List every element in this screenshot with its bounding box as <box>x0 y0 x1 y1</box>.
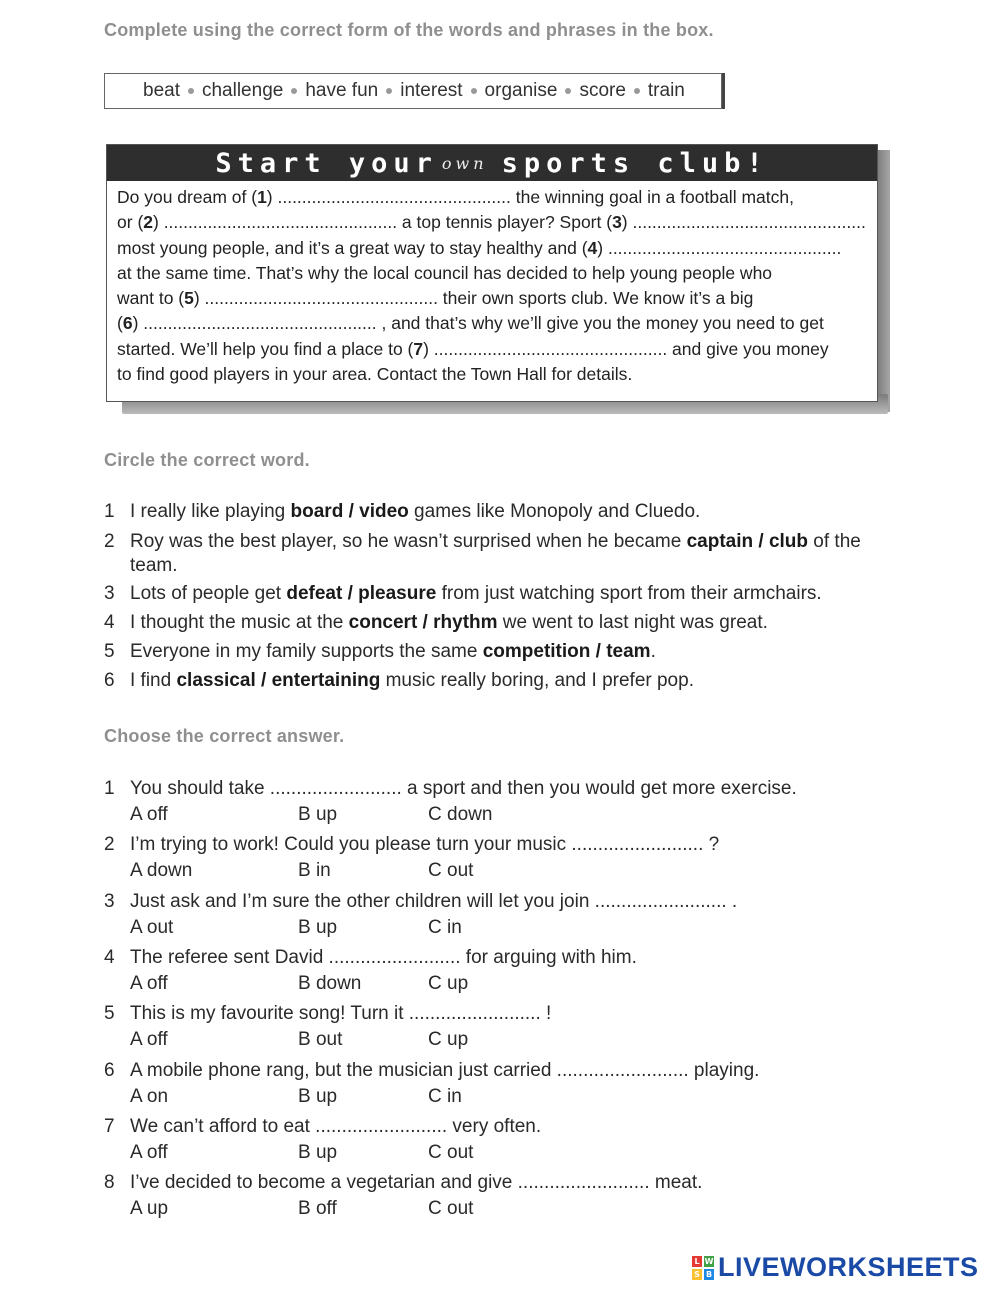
option-c: C in <box>428 1085 462 1107</box>
option-b: B out <box>298 1029 343 1051</box>
option-c: C out <box>428 1198 474 1220</box>
blank-number: (4) <box>581 237 604 258</box>
item-number: 4 <box>104 612 115 633</box>
club-text: started. We’ll help you find a place to <box>117 338 408 359</box>
option-a: A off <box>130 1141 168 1163</box>
sports-club-text-box <box>106 144 878 402</box>
question-number: 3 <box>104 890 115 912</box>
club-heading <box>107 145 877 181</box>
question-text: A mobile phone rang, but the musician just carried ......................... playing. <box>130 1059 760 1081</box>
question <box>104 1115 541 1139</box>
club-text: ................................................ , and that’s why we’ll give you the money you need to get <box>138 313 824 334</box>
choice-b: entertaining <box>271 670 381 691</box>
logo-grid-cell: W <box>704 1256 714 1266</box>
choice-a: classical <box>176 670 256 691</box>
word-organise: organise <box>484 80 558 101</box>
option-a: A off <box>130 1029 168 1051</box>
club-text: ................................................ a top tennis player? Sport <box>158 212 607 233</box>
word-challenge: challenge <box>201 80 284 101</box>
item-post: games like Monopoly and Cluedo. <box>408 501 701 522</box>
item-pre: I thought the music at the <box>130 612 349 633</box>
club-line <box>117 311 867 336</box>
option-b: B down <box>298 972 362 994</box>
circle-item <box>104 611 768 635</box>
question-number: 1 <box>104 778 115 799</box>
logo-grid-cell: S <box>692 1269 702 1280</box>
question-text: Just ask and I’m sure the other children will let you join ......................... . <box>130 890 738 912</box>
blank-number-digit: 4 <box>587 237 598 258</box>
item-pre: Roy was the best player, so he wasn’t surprised when he became <box>130 531 687 552</box>
club-text: ................................................ <box>603 237 842 258</box>
choice-b: team <box>606 641 651 662</box>
blank-number-digit: 2 <box>143 212 153 233</box>
question-text: You should take ......................... a sport and then you would get more exercise. <box>130 778 797 799</box>
circle-item <box>104 582 822 606</box>
option-c: C up <box>428 972 469 994</box>
club-text: ................................................ their own sports club. We know it’s a big <box>199 288 754 309</box>
option-c: C in <box>428 916 462 938</box>
question <box>104 1059 759 1083</box>
choice-slash: / <box>342 583 359 604</box>
question-number: 6 <box>104 1059 115 1081</box>
question <box>104 1002 551 1026</box>
item-post: . <box>650 641 656 662</box>
question-number: 7 <box>104 1115 115 1137</box>
club-line <box>117 362 867 387</box>
blank-number-digit: 5 <box>184 288 194 309</box>
club-text: ................................................ the winning goal in a football match, <box>272 187 794 207</box>
word-beat: beat <box>143 80 180 101</box>
question <box>104 833 719 857</box>
choice-a: captain <box>686 531 754 552</box>
club-text: to find good players in your area. Contact the Town Hall for details. <box>117 364 633 385</box>
item-text <box>130 500 700 524</box>
option-a: A up <box>130 1198 169 1220</box>
question-number: 5 <box>104 1003 115 1025</box>
circle-item <box>104 669 694 693</box>
blank-number-digit: 1 <box>257 187 267 207</box>
option-c: C out <box>428 860 474 882</box>
item-continuation: team. <box>130 555 178 576</box>
blank-number: (6) <box>117 313 139 334</box>
logo-text: LIVEWORKSHEETS <box>718 1252 979 1282</box>
question <box>104 777 797 801</box>
item-pre: Everyone in my family supports the same <box>130 641 483 662</box>
blank-number-digit: 7 <box>413 338 424 359</box>
choice-a: competition <box>482 641 591 662</box>
club-line <box>117 185 867 210</box>
question-text: I’ve decided to become a vegetarian and give ......................... meat. <box>130 1172 703 1194</box>
logo-grid-cell: B <box>705 1269 713 1279</box>
club-heading-own: own <box>441 153 488 173</box>
logo-grid-icon <box>692 1256 714 1280</box>
option-a: A out <box>130 916 174 938</box>
choice-slash: / <box>417 612 434 633</box>
item-number: 1 <box>104 501 115 522</box>
choice-b: club <box>768 531 809 552</box>
choice-slash: / <box>343 501 360 522</box>
question-number: 4 <box>104 946 115 968</box>
item-text <box>130 669 694 693</box>
question-text: I’m trying to work! Could you please turn your music ......................... ? <box>130 834 720 856</box>
option-a: A down <box>130 860 193 882</box>
blank-number-digit: 6 <box>122 313 133 334</box>
blank-number: (1) <box>251 187 273 207</box>
logo-grid-cell: L <box>692 1256 702 1267</box>
item-number: 2 <box>104 531 115 552</box>
item-post: of the <box>808 531 861 552</box>
question <box>104 1171 702 1195</box>
option-b: B up <box>298 804 338 825</box>
blank-number: (3) <box>606 212 628 233</box>
word-have-fun: have fun <box>305 80 379 101</box>
question <box>104 890 737 914</box>
blank-number: (5) <box>178 288 200 309</box>
item-number: 6 <box>104 670 115 691</box>
item-pre: I find <box>130 670 177 691</box>
club-text: ................................................ <box>627 212 866 233</box>
option-c: C down <box>428 804 493 825</box>
word-score: score <box>579 80 626 101</box>
question-text: We can’t afford to eat ......................... very often. <box>130 1115 542 1137</box>
club-paragraph <box>107 181 877 387</box>
club-line <box>117 337 867 362</box>
question-text: The referee sent David ......................... for arguing with him. <box>130 946 637 968</box>
blank-number: (7) <box>407 338 429 359</box>
choice-a: concert <box>348 612 418 633</box>
item-text <box>130 640 656 664</box>
liveworksheets-logo <box>692 1252 979 1283</box>
option-c: C out <box>428 1141 474 1163</box>
option-b: B up <box>298 1141 338 1163</box>
club-text: most young people, and it’s a great way to stay healthy and <box>117 237 582 258</box>
word-box <box>104 73 722 109</box>
club-text: ................................................ and give you money <box>428 338 829 359</box>
choice-b: rhythm <box>433 612 498 633</box>
question-text: This is my favourite song! Turn it ......................... ! <box>130 1003 552 1025</box>
option-b: B in <box>298 860 331 882</box>
club-text: want to <box>117 288 179 309</box>
item-text <box>130 582 822 606</box>
option-b: B up <box>298 916 338 938</box>
item-post: from just watching sport from their armchairs. <box>436 583 822 604</box>
item-number: 3 <box>104 583 115 604</box>
question <box>104 946 637 970</box>
circle-item <box>104 640 656 664</box>
item-pre: Lots of people get <box>130 583 287 604</box>
choice-slash: / <box>255 670 272 691</box>
club-text: Do you dream of <box>117 187 252 207</box>
club-text: or <box>117 212 138 233</box>
club-line <box>117 210 867 235</box>
club-line <box>117 286 867 311</box>
club-line <box>117 261 867 286</box>
option-a: A on <box>130 1085 169 1107</box>
club-line <box>117 236 867 261</box>
choice-slash: / <box>753 531 769 552</box>
blank-number-digit: 3 <box>612 212 622 233</box>
option-a: A off <box>130 804 168 825</box>
option-b: B up <box>298 1085 338 1107</box>
club-text: at the same time. That’s why the local council has decided to help young people who <box>117 262 773 283</box>
choice-b: video <box>359 501 409 522</box>
circle-item <box>104 500 700 524</box>
item-post: we went to last night was great. <box>497 612 768 633</box>
item-number: 5 <box>104 641 115 662</box>
question-number: 2 <box>104 834 115 856</box>
word-train: train <box>647 80 685 101</box>
blank-number: (2) <box>137 212 159 233</box>
choice-b: pleasure <box>358 583 437 604</box>
club-heading-end: sports club! <box>501 147 769 179</box>
option-c: C up <box>428 1029 469 1051</box>
instruction-choose: Choose the correct answer. <box>104 726 345 746</box>
option-a: A off <box>130 972 168 994</box>
instruction-complete: Complete using the correct form of the words and phrases in the box. <box>104 20 714 40</box>
circle-item <box>104 530 861 554</box>
option-b: B off <box>298 1198 337 1220</box>
choice-a: defeat <box>286 583 343 604</box>
choice-slash: / <box>590 641 607 662</box>
instruction-circle: Circle the correct word. <box>104 450 310 470</box>
item-text <box>130 611 768 635</box>
item-pre: I really like playing <box>130 501 291 522</box>
club-heading-start: Start your <box>215 147 438 179</box>
item-post: music really boring, and I prefer pop. <box>380 670 694 691</box>
choice-a: board <box>290 501 344 522</box>
question-number: 8 <box>104 1172 115 1194</box>
item-text <box>130 530 861 554</box>
word-interest: interest <box>400 80 463 101</box>
